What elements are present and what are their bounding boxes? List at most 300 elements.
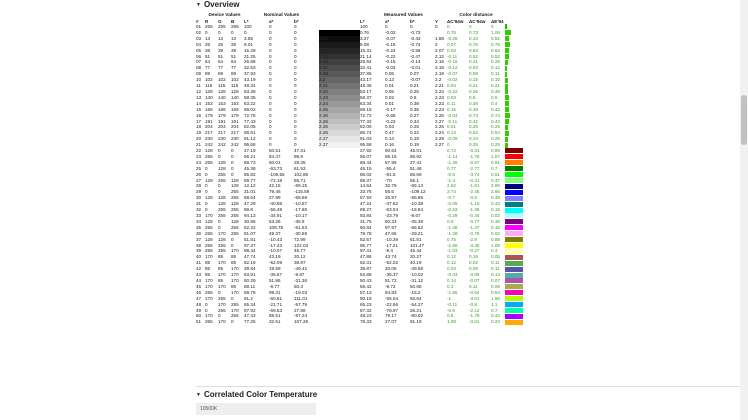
table-cell: 58.37 xyxy=(360,94,372,100)
table-cell: 13 xyxy=(218,35,224,41)
table-cell: 0.3 xyxy=(491,248,498,254)
table-cell: 91.12 xyxy=(244,136,256,142)
table-cell: 0.37 xyxy=(491,177,500,183)
table-cell: 89.37 xyxy=(360,177,372,183)
table-cell: 0.21 xyxy=(469,59,478,65)
table-cell: 0 xyxy=(205,189,208,195)
table-cell: 0.12 xyxy=(447,260,456,266)
table-cell: 0 xyxy=(269,136,272,142)
table-cell: 0.43 xyxy=(491,118,500,124)
table-cell: 79.46 xyxy=(269,189,281,195)
table-cell: 179 xyxy=(218,112,226,118)
color-swatch: 2.26 xyxy=(319,119,360,125)
table-cell: 85 xyxy=(205,266,211,272)
table-cell: 46.77 xyxy=(294,248,306,254)
delta-e-bar-fill xyxy=(505,54,509,59)
table-row xyxy=(196,42,523,48)
table-cell: 0.04 xyxy=(447,83,456,89)
table-row xyxy=(196,172,523,178)
table-cell: 21.14 xyxy=(360,53,372,59)
table-cell: 166 xyxy=(205,106,213,112)
color-swatch: 2.07 xyxy=(319,48,360,54)
table-cell: -69.53 xyxy=(269,307,283,313)
table-row xyxy=(196,290,523,296)
table-cell: 0.52 xyxy=(491,35,500,41)
table-cell: 89.16 xyxy=(385,153,397,159)
column-header: # xyxy=(196,18,199,24)
color-swatch: 2.17 xyxy=(319,65,360,71)
table-cell: 68.11 xyxy=(244,283,256,289)
table-cell: 58.35 xyxy=(244,94,256,100)
table-cell: 32.41 xyxy=(360,65,372,71)
table-cell: 2.74 xyxy=(447,189,456,195)
delta-e-bar-fill xyxy=(505,249,523,254)
table-cell: 0 xyxy=(205,307,208,313)
table-cell: 84.47 xyxy=(269,153,281,159)
table-cell: 102 xyxy=(205,77,213,83)
table-cell: 0.13 xyxy=(491,272,500,278)
table-cell: 0 xyxy=(294,118,297,124)
table-cell: 87.32 xyxy=(360,307,372,313)
table-row xyxy=(196,107,523,113)
table-cell: 38 xyxy=(218,47,224,53)
table-cell: -0.23 xyxy=(385,118,396,124)
table-cell: 85 xyxy=(231,254,237,260)
table-cell: -109.12 xyxy=(410,189,426,195)
table-cell: 0 xyxy=(218,224,221,230)
table-cell: 91.03 xyxy=(360,136,372,142)
table-cell: 08 xyxy=(196,65,202,71)
table-row xyxy=(196,30,523,36)
table-cell: 72.99 xyxy=(294,236,306,242)
table-cell: 102 xyxy=(218,77,226,83)
table-cell: 0.21 xyxy=(491,83,500,89)
table-cell: 0 xyxy=(269,142,272,148)
table-cell: -63.04 xyxy=(385,207,399,213)
table-cell: 0.27 xyxy=(410,112,419,118)
table-cell: 255 xyxy=(231,207,239,213)
table-cell: 02 xyxy=(196,29,202,35)
table-cell: 255 xyxy=(218,171,226,177)
table-cell: 0.73 xyxy=(469,112,478,118)
table-cell: -40.86 xyxy=(269,201,283,207)
table-cell: 204 xyxy=(205,124,213,130)
table-cell: 42 xyxy=(196,266,202,272)
table-cell: 48.23 xyxy=(360,313,372,319)
table-cell: 191 xyxy=(231,118,239,124)
table-cell: 3.27 xyxy=(360,35,369,41)
table-cell: 0.26 xyxy=(491,59,500,65)
table-row xyxy=(196,296,523,302)
table-body xyxy=(196,24,523,325)
table-cell: -0.12 xyxy=(447,65,458,71)
table-cell: 92.54 xyxy=(410,295,422,301)
table-cell: 68.02 xyxy=(244,106,256,112)
table-cell: 43.74 xyxy=(385,254,397,260)
table-cell: 43 xyxy=(196,272,202,278)
delta-e-bar-fill xyxy=(505,267,523,272)
table-cell: 0.19 xyxy=(469,254,478,260)
table-cell: 255 xyxy=(205,319,213,325)
table-cell: 57.13 xyxy=(360,289,372,295)
table-cell: 50 xyxy=(196,313,202,319)
table-cell: -22.56 xyxy=(385,301,399,307)
delta-e-bar-fill xyxy=(505,113,510,118)
table-cell: 50.64 xyxy=(385,148,397,154)
table-cell: -10.38 xyxy=(410,201,424,207)
table-cell: 38.97 xyxy=(294,260,306,266)
table-cell: 140 xyxy=(231,94,239,100)
table-cell: 0.7 xyxy=(491,307,498,313)
table-cell: -70 xyxy=(385,177,392,183)
delta-e-bar-fill xyxy=(505,137,508,142)
table-cell: 11 xyxy=(196,83,201,89)
color-swatch: 2.25 xyxy=(319,107,360,113)
delta-e-bar-fill xyxy=(505,166,523,171)
table-cell: 68.44 xyxy=(360,159,372,165)
table-cell: 85.69 xyxy=(410,171,422,177)
table-cell: -3.35 xyxy=(469,242,480,248)
table-cell: 51 xyxy=(218,53,224,59)
table-row xyxy=(196,36,523,42)
table-cell: 49.37 xyxy=(269,230,281,236)
table-cell: 9.08 xyxy=(360,41,369,47)
table-cell: 0.09 xyxy=(469,71,478,77)
table-row xyxy=(196,95,523,101)
table-cell: 72.76 xyxy=(244,112,256,118)
table-row xyxy=(196,154,523,160)
table-cell: 0 xyxy=(231,153,234,159)
table-cell: 255 xyxy=(231,24,239,29)
table-cell: 45.38 xyxy=(244,165,256,171)
table-cell: 2.26 xyxy=(435,124,444,130)
table-cell: 17 xyxy=(196,118,202,124)
table-cell: 23 xyxy=(196,153,202,159)
table-cell: 0.22 xyxy=(410,130,419,136)
table-cell: 0 xyxy=(231,236,234,242)
table-cell: 79.78 xyxy=(360,230,372,236)
table-cell: 0 xyxy=(491,24,494,29)
table-cell: 37.93 xyxy=(244,71,256,77)
delta-e-bar-fill xyxy=(505,231,523,236)
scrollbar[interactable] xyxy=(740,0,748,420)
table-cell: 72.72 xyxy=(360,112,372,118)
delta-e-bar-fill xyxy=(505,30,511,35)
column-header: B xyxy=(231,18,235,24)
delta-e-bar-fill xyxy=(505,208,523,213)
scrollbar-thumb[interactable] xyxy=(741,95,747,145)
table-cell: 63.88 xyxy=(360,272,372,278)
table-cell: 128 xyxy=(205,195,213,201)
table-row xyxy=(196,219,523,225)
table-cell: 13 xyxy=(205,35,211,41)
table-cell: -3.01 xyxy=(469,319,480,325)
table-cell: 108.78 xyxy=(269,224,284,230)
table-cell: 0.11 xyxy=(491,71,500,77)
table-cell: 0.14 xyxy=(385,136,394,142)
table-cell: -0.11 xyxy=(447,53,458,59)
table-cell: 58.64 xyxy=(244,195,256,201)
table-cell: 50.68 xyxy=(410,283,422,289)
table-cell: 95.58 xyxy=(360,142,372,148)
table-cell: 97.41 xyxy=(360,248,372,254)
table-cell: 33.76 xyxy=(360,189,372,195)
delta-e-bar-fill xyxy=(505,213,523,218)
table-cell: 0.03 xyxy=(469,65,478,71)
table-cell: 204 xyxy=(231,124,239,130)
table-cell: 87.92 xyxy=(244,307,256,313)
table-cell: 25 xyxy=(196,165,202,171)
delta-e-bar-fill xyxy=(505,219,523,224)
table-cell: 0 xyxy=(269,29,272,35)
table-cell: 0.25 xyxy=(469,124,478,130)
delta-e-bar-fill xyxy=(505,119,509,124)
table-cell: 0.03 xyxy=(447,266,456,272)
table-cell: 26.21 xyxy=(410,307,422,313)
table-cell: 115 xyxy=(205,83,213,89)
table-cell: 2.27 xyxy=(435,118,444,124)
table-cell: 0.38 xyxy=(469,100,478,106)
table-cell: 32.53 xyxy=(244,65,256,71)
table-cell: 62.32 xyxy=(244,224,256,230)
table-cell: 85 xyxy=(218,266,224,272)
table-cell: 0 xyxy=(269,118,272,124)
table-cell: 0 xyxy=(294,136,297,142)
column-header: b* xyxy=(410,18,415,24)
table-cell: 63.34 xyxy=(360,100,372,106)
table-cell: 51 xyxy=(196,319,202,325)
table-cell: 89 xyxy=(231,71,237,77)
table-cell: 12 xyxy=(196,88,202,94)
table-cell: -0.03 xyxy=(385,65,396,71)
table-cell: 0.75 xyxy=(491,41,500,47)
table-cell: 217 xyxy=(231,130,239,136)
table-cell: 37 xyxy=(196,236,202,242)
table-cell: 0.5 xyxy=(469,94,476,100)
table-cell: 99.31 xyxy=(269,289,281,295)
table-cell: 60.84 xyxy=(360,224,372,230)
table-cell: 19.69 xyxy=(269,266,281,272)
table-cell: 0.02 xyxy=(469,260,478,266)
table-cell: 15.31 xyxy=(360,47,372,53)
table-cell: 3.55 xyxy=(244,35,253,41)
table-cell: 32 xyxy=(196,207,202,213)
table-cell: 27.19 xyxy=(244,148,256,154)
table-cell: 0.15 xyxy=(447,106,456,112)
table-cell: 0.13 xyxy=(447,130,456,136)
delta-e-bar-fill xyxy=(505,131,509,136)
table-cell: 1.56 xyxy=(491,295,500,301)
table-cell: 20.06 xyxy=(385,266,397,272)
table-cell: 128 xyxy=(205,236,213,242)
table-cell: 0.19 xyxy=(410,142,419,148)
table-cell: 2.23 xyxy=(435,106,444,112)
table-cell: -0.07 xyxy=(447,71,458,77)
table-cell: 0.38 xyxy=(410,100,419,106)
table-cell: -0.15 xyxy=(447,59,458,65)
table-cell: 47.66 xyxy=(385,230,397,236)
table-cell: 20.27 xyxy=(410,254,422,260)
column-header: G xyxy=(218,18,222,24)
table-cell: 47 xyxy=(196,295,202,301)
delta-e-bar-fill xyxy=(505,66,507,71)
table-cell: 0.39 xyxy=(491,88,500,94)
table-cell: -0.14 xyxy=(410,59,421,65)
table-cell: -63.73 xyxy=(269,165,283,171)
table-row xyxy=(196,237,523,243)
table-cell: -0.24 xyxy=(385,47,396,53)
table-cell: 0.11 xyxy=(469,283,478,289)
table-cell: 128 xyxy=(205,148,213,154)
table-cell: 0 xyxy=(447,24,450,29)
table-cell: 0.54 xyxy=(491,130,500,136)
table-cell: 0.76 xyxy=(447,29,456,35)
table-cell: -35.57 xyxy=(269,272,283,278)
table-cell: 128 xyxy=(231,218,239,224)
table-cell: 255 xyxy=(205,248,213,254)
table-cell: 255 xyxy=(231,301,239,307)
table-cell: 2.89 xyxy=(491,183,500,189)
table-cell: 20 xyxy=(196,136,202,142)
table-cell: 170 xyxy=(218,319,226,325)
table-cell: 0.75 xyxy=(469,41,478,47)
table-cell: 170 xyxy=(218,272,226,278)
table-cell: 51 xyxy=(231,53,237,59)
table-cell: -10.39 xyxy=(385,236,399,242)
table-cell: -0.73 xyxy=(410,29,421,35)
delta-e-bar-fill xyxy=(505,89,508,94)
table-cell: 0 xyxy=(294,112,297,118)
table-cell: 0 xyxy=(218,153,221,159)
table-cell: 115 xyxy=(218,83,226,89)
table-cell: 0.11 xyxy=(447,100,456,106)
table-cell: -10.17 xyxy=(294,213,308,218)
table-cell: -0.31 xyxy=(469,148,480,154)
table-cell: 38 xyxy=(231,47,237,53)
collapse-triangle-icon[interactable]: ▼ xyxy=(196,1,201,8)
table-cell: 170 xyxy=(231,277,239,283)
table-row xyxy=(196,284,523,290)
table-cell: 0 xyxy=(269,77,272,83)
table-cell: 0 xyxy=(294,142,297,148)
delta-e-bar-fill xyxy=(505,95,509,100)
table-cell: 0.01 xyxy=(385,100,394,106)
table-cell: 170 xyxy=(218,230,226,236)
table-cell: 128 xyxy=(218,236,226,242)
table-cell: 28.35 xyxy=(294,159,306,165)
delta-e-bar-fill xyxy=(505,78,508,83)
nominal-values-header: Nominal Values xyxy=(263,12,300,18)
delta-e-bar-fill xyxy=(505,160,523,165)
table-cell: 64 xyxy=(231,59,237,65)
table-cell: 63.22 xyxy=(244,100,256,106)
table-cell: 89.77 xyxy=(244,177,256,183)
table-cell: -17.21 xyxy=(385,242,399,248)
table-cell: 45 xyxy=(196,283,202,289)
table-cell: 2 xyxy=(435,41,438,47)
color-swatch: 2.23 xyxy=(319,95,360,101)
table-cell: 0 xyxy=(410,24,413,29)
table-cell: 0.44 xyxy=(491,313,500,319)
table-cell: -35.38 xyxy=(410,218,424,224)
table-cell: 2.24 xyxy=(435,88,444,94)
table-cell: 0.52 xyxy=(469,130,478,136)
table-cell: 0 xyxy=(294,106,297,112)
table-cell: 41 xyxy=(196,260,202,266)
table-cell: -1.29 xyxy=(447,230,458,236)
table-cell: 0.02 xyxy=(491,213,500,218)
color-swatch: 2.27 xyxy=(319,142,360,148)
color-swatch: 2.15 xyxy=(319,59,360,65)
table-cell: 47.74 xyxy=(244,254,256,260)
table-cell: 0 xyxy=(435,24,438,29)
collapse-triangle-icon[interactable]: ▼ xyxy=(196,391,201,398)
table-cell: 85 xyxy=(231,260,237,266)
table-cell: 0.19 xyxy=(410,136,419,142)
table-cell: 26 xyxy=(231,41,237,47)
table-cell: 191 xyxy=(205,118,213,124)
table-cell: 0 xyxy=(269,41,272,47)
table-cell: 170 xyxy=(231,248,239,254)
table-cell: -57.79 xyxy=(294,301,308,307)
table-cell: 04 xyxy=(196,41,202,47)
table-cell: 242 xyxy=(205,142,213,148)
table-cell: 37.85 xyxy=(360,71,372,77)
table-cell: 0 xyxy=(205,29,208,35)
delta-e-bar-fill xyxy=(505,296,523,301)
table-cell xyxy=(435,319,447,325)
table-cell: -0.7 xyxy=(447,195,455,201)
delta-e-bar-fill xyxy=(505,36,509,41)
table-cell: 30 xyxy=(196,195,202,201)
table-cell: -9.77 xyxy=(269,283,280,289)
table-cell: 2.2 xyxy=(435,77,442,83)
table-cell: 95.58 xyxy=(244,142,256,148)
table-cell: 0.52 xyxy=(491,53,500,59)
color-swatch: 2.12 xyxy=(319,54,360,60)
table-cell: 0 xyxy=(269,65,272,71)
table-cell: 78.33 xyxy=(360,319,372,325)
table-cell: 0.23 xyxy=(491,319,500,325)
table-cell: 140 xyxy=(218,94,226,100)
table-row xyxy=(196,113,523,119)
table-cell: 255 xyxy=(218,307,226,313)
table-cell: 69.73 xyxy=(244,159,256,165)
table-cell: 39.87 xyxy=(360,266,372,272)
table-cell: 48.36 xyxy=(360,83,372,89)
table-cell: -49.42 xyxy=(294,266,308,272)
table-cell: 0 xyxy=(231,165,234,171)
table-cell: 27.99 xyxy=(269,195,281,201)
delta-e-bar-fill xyxy=(505,184,523,189)
table-cell: 22 xyxy=(196,148,202,154)
table-cell: 55.07 xyxy=(360,153,372,159)
table-cell: 2.23 xyxy=(435,100,444,106)
table-cell: -0.6 xyxy=(469,195,477,201)
table-cell: -0.64 xyxy=(469,289,480,295)
table-cell: 0 xyxy=(231,319,234,325)
table-cell: 93.84 xyxy=(360,213,372,218)
cct-heading[interactable] xyxy=(196,390,317,399)
table-cell: 0.25 xyxy=(491,124,500,130)
table-cell: -9.87 xyxy=(294,272,305,278)
table-cell: 0 xyxy=(218,289,221,295)
table-cell: 0 xyxy=(294,35,297,41)
overview-heading[interactable] xyxy=(196,0,240,9)
table-cell: 0 xyxy=(269,130,272,136)
table-cell: -1.03 xyxy=(447,248,458,254)
table-cell: 98.44 xyxy=(244,248,256,254)
